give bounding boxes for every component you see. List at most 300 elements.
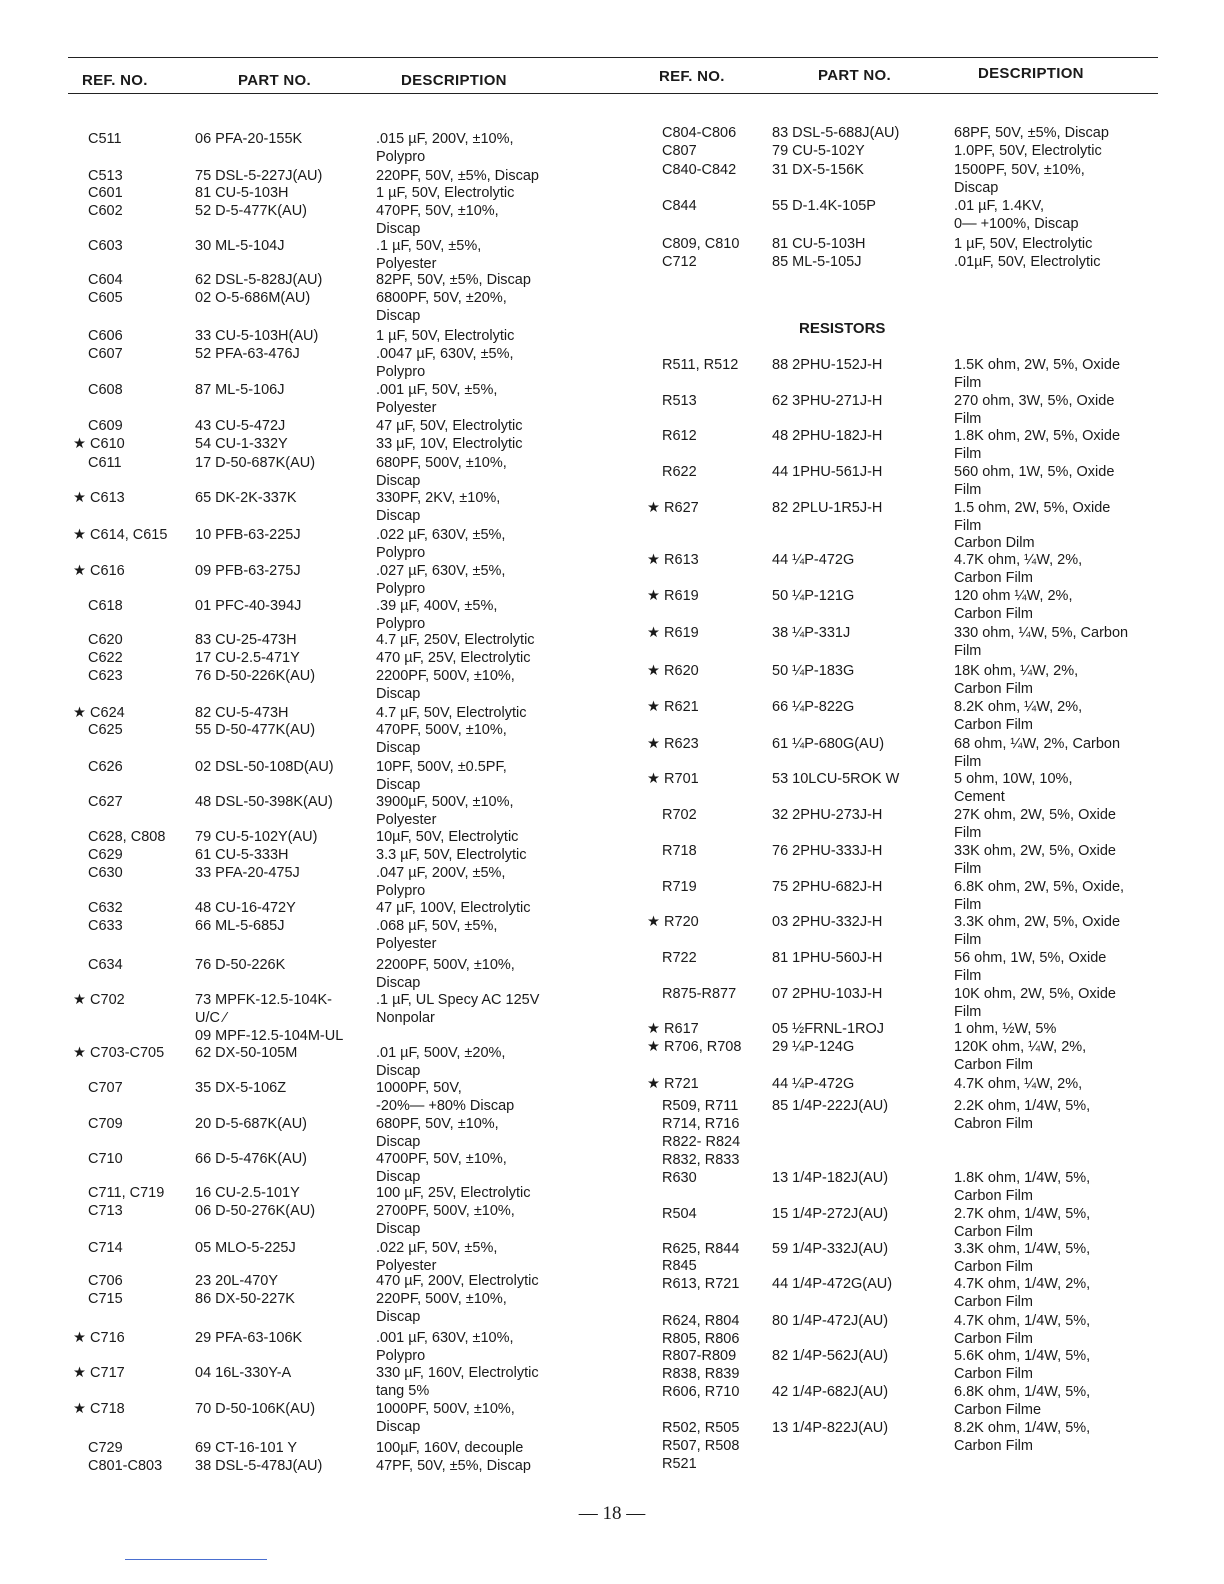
ref-no: R613, R721 [662, 1276, 740, 1292]
description-line: 56 ohm, 1W, 5%, Oxide [954, 950, 1107, 966]
part-no: 43 CU-5-472J [195, 418, 286, 434]
part-no: 87 ML-5-106J [195, 382, 285, 398]
description-line: Film [954, 410, 982, 427]
description-line: Film [954, 967, 982, 984]
part-no: 82 2PLU-1R5J-H [772, 500, 883, 516]
description-line: 10K ohm, 2W, 5%, Oxide [954, 986, 1116, 1002]
description-line: Film [954, 642, 982, 659]
ref-no: C609 [88, 418, 123, 434]
description-line: .068 µF, 50V, ±5%, [376, 918, 498, 934]
ref-no: R504 [662, 1206, 697, 1222]
part-no: 02 O-5-686M(AU) [195, 290, 311, 306]
ref-no: R807-R809 [662, 1348, 737, 1364]
ref-no: C715 [88, 1291, 123, 1307]
description-line: Carbon Film [954, 1187, 1033, 1204]
description-line: Discap [376, 974, 421, 991]
description-line: 2.2K ohm, 1/4W, 5%, [954, 1098, 1091, 1114]
description-line: 1000PF, 50V, [376, 1080, 462, 1096]
description-line: 0— +100%, Discap [954, 215, 1079, 232]
description-line: .01 µF, 500V, ±20%, [376, 1045, 506, 1061]
ref-no: C804-C806 [662, 125, 737, 141]
part-no: 62 DX-50-105M [195, 1045, 298, 1061]
description-line: 1500PF, 50V, ±10%, [954, 162, 1085, 178]
description-line: Carbon Filme [954, 1401, 1042, 1418]
ref-no: C513 [88, 168, 123, 184]
ref-no: C511 [88, 131, 122, 147]
ref-no: ★ C613 [73, 490, 125, 506]
description-line: 3.3K ohm, 1/4W, 5%, [954, 1241, 1091, 1257]
description-line: Discap [376, 1168, 421, 1185]
ref-no: C632 [88, 900, 123, 916]
ref-no: R509, R711 [662, 1098, 739, 1114]
ref-no: C620 [88, 632, 123, 648]
description-line: 330 µF, 160V, Electrolytic [376, 1365, 539, 1381]
header-ref-left: REF. NO. [82, 72, 148, 89]
part-no: 01 PFC-40-394J [195, 598, 302, 614]
part-no: 75 DSL-5-227J(AU) [195, 168, 323, 184]
ref-no: ★ R621 [647, 699, 699, 715]
ref-no: C630 [88, 865, 123, 881]
description-line: 6.8K ohm, 1/4W, 5%, [954, 1384, 1091, 1400]
ref-no: R722 [662, 950, 697, 966]
description-line: .0047 µF, 630V, ±5%, [376, 346, 514, 362]
description-line: Carbon Film [954, 1365, 1033, 1382]
part-no: 66 ¼P-822G [772, 699, 855, 715]
part-no: 76 D-50-226K(AU) [195, 668, 316, 684]
ref-no: C604 [88, 272, 123, 288]
part-no: 55 D-1.4K-105P [772, 198, 876, 214]
description-line: 560 ohm, 1W, 5%, Oxide [954, 464, 1115, 480]
description-line: Discap [376, 776, 421, 793]
ref-no: C844 [662, 198, 697, 214]
description-line: Polypro [376, 148, 426, 165]
header-desc-left: DESCRIPTION [401, 72, 507, 89]
ref-no: ★ C624 [73, 705, 125, 721]
description-line: 6800PF, 50V, ±20%, [376, 290, 507, 306]
description-line: Cement [954, 788, 1005, 805]
ref-no: ★ R721 [647, 1076, 699, 1092]
ref-no: C626 [88, 759, 123, 775]
part-no: 35 DX-5-106Z [195, 1080, 287, 1096]
part-no: 66 D-5-476K(AU) [195, 1151, 308, 1167]
description-line: .39 µF, 400V, ±5%, [376, 598, 498, 614]
description-line: 100 µF, 25V, Electrolytic [376, 1185, 531, 1201]
description-line: Discap [376, 739, 421, 756]
part-no: 61 CU-5-333H [195, 847, 289, 863]
description-line: 2700PF, 500V, ±10%, [376, 1203, 515, 1219]
ref-no: ★ C610 [73, 436, 125, 452]
description-line: Film [954, 860, 982, 877]
ref-no: ★ R617 [647, 1021, 699, 1037]
ref-no: R507, R508 [662, 1438, 740, 1454]
description-line: Polypro [376, 580, 426, 597]
ref-no: ★ R627 [647, 500, 699, 516]
part-no: 29 PFA-63-106K [195, 1330, 303, 1346]
part-no: 79 CU-5-102Y [772, 143, 865, 159]
ref-no: ★ R619 [647, 588, 699, 604]
part-no: 10 PFB-63-225J [195, 527, 301, 543]
part-no: 13 1/4P-822J(AU) [772, 1420, 889, 1436]
description-line: Discap [376, 1220, 421, 1237]
description-line: Discap [954, 179, 999, 196]
ref-no: R875-R877 [662, 986, 737, 1002]
description-line: 3.3K ohm, 2W, 5%, Oxide [954, 914, 1121, 930]
description-line: 4.7K ohm, ¼W, 2%, [954, 1076, 1083, 1092]
part-no: 81 CU-5-103H [195, 185, 289, 201]
ref-no: C809, C810 [662, 236, 740, 252]
description-line: Polyester [376, 811, 437, 828]
description-line: 68PF, 50V, ±5%, Discap [954, 125, 1109, 141]
description-line: 1 µF, 50V, Electrolytic [376, 328, 515, 344]
description-line: 47 µF, 50V, Electrolytic [376, 418, 523, 434]
part-no: 23 20L-470Y [195, 1273, 279, 1289]
part-no: 53 10LCU-5ROK W [772, 771, 900, 787]
ref-no: C605 [88, 290, 123, 306]
part-no: 82 CU-5-473H [195, 705, 289, 721]
part-no: 38 DSL-5-478J(AU) [195, 1458, 323, 1474]
ref-no: ★ R701 [647, 771, 699, 787]
part-no: 32 2PHU-273J-H [772, 807, 883, 823]
part-no: 83 DSL-5-688J(AU) [772, 125, 900, 141]
description-line: Polyester [376, 1257, 437, 1274]
part-no: 29 ¼P-124G [772, 1039, 855, 1055]
description-line: Polyester [376, 255, 437, 272]
description-line: 470 µF, 200V, Electrolytic [376, 1273, 539, 1289]
part-no: 38 ¼P-331J [772, 625, 851, 641]
description-line: Nonpolar [376, 1010, 435, 1026]
part-no: 48 CU-16-472Y [195, 900, 296, 916]
part-no: 06 D-50-276K(AU) [195, 1203, 316, 1219]
description-line: Film [954, 517, 982, 534]
description-line: Polypro [376, 544, 426, 561]
description-line: 120K ohm, ¼W, 2%, [954, 1039, 1087, 1055]
ref-no: ★ C616 [73, 563, 125, 579]
description-line: 270 ohm, 3W, 5%, Oxide [954, 393, 1115, 409]
ref-no: R511, R512 [662, 357, 739, 373]
ref-no: R714, R716 [662, 1116, 740, 1132]
part-no: 44 1/4P-472G(AU) [772, 1276, 893, 1292]
description-line: 6.8K ohm, 2W, 5%, Oxide, [954, 879, 1125, 895]
description-line: 1 µF, 50V, Electrolytic [376, 185, 515, 201]
description-line: Discap [376, 307, 421, 324]
description-line: 4.7 µF, 50V, Electrolytic [376, 705, 527, 721]
description-line: Carbon Film [954, 1056, 1033, 1073]
part-no: 04 16L-330Y-A [195, 1365, 292, 1381]
ref-no: R521 [662, 1456, 697, 1472]
part-no: 76 D-50-226K [195, 957, 286, 973]
ref-no: C707 [88, 1080, 123, 1096]
description-line: Polypro [376, 882, 426, 899]
ref-no: C606 [88, 328, 123, 344]
description-line: Discap [376, 1418, 421, 1435]
ref-no: C627 [88, 794, 123, 810]
part-no: 62 3PHU-271J-H [772, 393, 883, 409]
part-no: 81 1PHU-560J-H [772, 950, 883, 966]
part-no: 33 CU-5-103H(AU) [195, 328, 319, 344]
description-line: 10PF, 500V, ±0.5PF, [376, 759, 507, 775]
description-line: .001 µF, 50V, ±5%, [376, 382, 498, 398]
part-no: 48 2PHU-182J-H [772, 428, 883, 444]
ref-no: ★ R613 [647, 552, 699, 568]
description-line: 68 ohm, ¼W, 2%, Carbon [954, 736, 1121, 752]
part-no: 85 1/4P-222J(AU) [772, 1098, 889, 1114]
description-line: Discap [376, 1062, 421, 1079]
part-no: 65 DK-2K-337K [195, 490, 297, 506]
ref-no: C622 [88, 650, 123, 666]
ref-no: ★ R620 [647, 663, 699, 679]
ref-no: ★ C614, C615 [73, 527, 168, 543]
part-no: 02 DSL-50-108D(AU) [195, 759, 334, 775]
ref-no: C710 [88, 1151, 123, 1167]
ref-no: C618 [88, 598, 123, 614]
ref-no: ★ R720 [647, 914, 699, 930]
description-line: 470 µF, 25V, Electrolytic [376, 650, 531, 666]
footer-link-line [125, 1559, 267, 1560]
ref-no: C711, C719 [88, 1185, 165, 1201]
resistors-section-title: RESISTORS [799, 320, 886, 337]
description-line: Discap [376, 1308, 421, 1325]
description-line: 5 ohm, 10W, 10%, [954, 771, 1073, 787]
description-line: Polyester [376, 399, 437, 416]
part-no: 80 1/4P-472J(AU) [772, 1313, 889, 1329]
description-line: Polypro [376, 363, 426, 380]
description-line: 27K ohm, 2W, 5%, Oxide [954, 807, 1116, 823]
ref-no: C706 [88, 1273, 123, 1289]
ref-no: C709 [88, 1116, 123, 1132]
description-line: .01µF, 50V, Electrolytic [954, 254, 1101, 270]
ref-no: ★ R623 [647, 736, 699, 752]
part-no: 17 D-50-687K(AU) [195, 455, 316, 471]
description-line: Polyester [376, 935, 437, 952]
part-no: 79 CU-5-102Y(AU) [195, 829, 318, 845]
description-line: 8.2K ohm, 1/4W, 5%, [954, 1420, 1091, 1436]
description-line: .022 µF, 50V, ±5%, [376, 1240, 498, 1256]
description-line: Polypro [376, 615, 426, 632]
description-line: 4700PF, 50V, ±10%, [376, 1151, 507, 1167]
description-line: 4.7 µF, 250V, Electrolytic [376, 632, 535, 648]
ref-no: ★ C702 [73, 992, 125, 1008]
description-line: 18K ohm, ¼W, 2%, [954, 663, 1079, 679]
part-no: 70 D-50-106K(AU) [195, 1401, 316, 1417]
ref-no: R513 [662, 393, 697, 409]
ref-no: R719 [662, 879, 697, 895]
description-line: .1 µF, 50V, ±5%, [376, 238, 482, 254]
ref-no: C629 [88, 847, 123, 863]
description-line: Discap [376, 1133, 421, 1150]
description-line: 1.5 ohm, 2W, 5%, Oxide [954, 500, 1111, 516]
part-no: 09 PFB-63-275J [195, 563, 301, 579]
part-no: 81 CU-5-103H [772, 236, 866, 252]
part-no: 05 MLO-5-225J [195, 1240, 296, 1256]
description-line: .001 µF, 630V, ±10%, [376, 1330, 514, 1346]
description-line: Discap [376, 685, 421, 702]
ref-no: R606, R710 [662, 1384, 740, 1400]
description-line: 220PF, 50V, ±5%, Discap [376, 168, 539, 184]
part-no: U/C ⁄ [195, 1010, 227, 1026]
ref-no: C601 [88, 185, 123, 201]
description-line: 1000PF, 500V, ±10%, [376, 1401, 515, 1417]
part-no: 33 PFA-20-475J [195, 865, 300, 881]
part-no: 62 DSL-5-828J(AU) [195, 272, 323, 288]
part-no: 20 D-5-687K(AU) [195, 1116, 308, 1132]
top-rule [68, 57, 1158, 58]
ref-no: R718 [662, 843, 697, 859]
part-no: 52 D-5-477K(AU) [195, 203, 308, 219]
part-no: 03 2PHU-332J-H [772, 914, 883, 930]
ref-no: ★ C716 [73, 1330, 125, 1346]
header-part-left: PART NO. [238, 72, 311, 89]
description-line: 4.7K ohm, ¼W, 2%, [954, 552, 1083, 568]
description-line: .015 µF, 200V, ±10%, [376, 131, 514, 147]
part-no: 30 ML-5-104J [195, 238, 285, 254]
description-line: 2200PF, 500V, ±10%, [376, 668, 515, 684]
description-line: tang 5% [376, 1382, 430, 1399]
description-line: 1 ohm, ½W, 5% [954, 1021, 1057, 1037]
description-line: 47PF, 50V, ±5%, Discap [376, 1458, 531, 1474]
description-line: Discap [376, 507, 421, 524]
ref-no: R822- R824 [662, 1134, 741, 1150]
description-line: .022 µF, 630V, ±5%, [376, 527, 506, 543]
ref-no: C611 [88, 455, 122, 471]
description-line: 1.0PF, 50V, Electrolytic [954, 143, 1102, 159]
part-no: 69 CT-16-101 Y [195, 1440, 298, 1456]
ref-no: C608 [88, 382, 123, 398]
description-line: Carbon Film [954, 1258, 1033, 1275]
ref-no: C712 [662, 254, 697, 270]
part-no: 09 MPF-12.5-104M-UL [195, 1028, 344, 1044]
ref-no: C602 [88, 203, 123, 219]
description-line: 330 ohm, ¼W, 5%, Carbon [954, 625, 1129, 641]
part-no: 48 DSL-50-398K(AU) [195, 794, 333, 810]
part-no: 42 1/4P-682J(AU) [772, 1384, 889, 1400]
part-no: 54 CU-1-332Y [195, 436, 288, 452]
part-no: 06 PFA-20-155K [195, 131, 303, 147]
ref-no: R630 [662, 1170, 697, 1186]
description-line: Carbon Film [954, 1293, 1033, 1310]
description-line: 1.5K ohm, 2W, 5%, Oxide [954, 357, 1121, 373]
ref-no: ★ C717 [73, 1365, 125, 1381]
ref-no: C634 [88, 957, 123, 973]
part-no: 44 1PHU-561J-H [772, 464, 883, 480]
description-line: Carbon Film [954, 1437, 1033, 1454]
ref-no: R612 [662, 428, 697, 444]
description-line: 5.6K ohm, 1/4W, 5%, [954, 1348, 1091, 1364]
description-line: Film [954, 824, 982, 841]
description-line: 2200PF, 500V, ±10%, [376, 957, 515, 973]
header-rule [68, 93, 1158, 94]
part-no: 44 ¼P-472G [772, 1076, 855, 1092]
part-no: 88 2PHU-152J-H [772, 357, 883, 373]
ref-no: R624, R804 [662, 1313, 740, 1329]
part-no: 52 PFA-63-476J [195, 346, 300, 362]
description-line: Discap [376, 472, 421, 489]
ref-no: ★ C718 [73, 1401, 125, 1417]
part-no: 82 1/4P-562J(AU) [772, 1348, 889, 1364]
description-line: 82PF, 50V, ±5%, Discap [376, 272, 531, 288]
description-line: 10µF, 50V, Electrolytic [376, 829, 519, 845]
description-line: 680PF, 50V, ±10%, [376, 1116, 499, 1132]
description-line: Film [954, 1003, 982, 1020]
header-ref-right: REF. NO. [659, 68, 725, 85]
ref-no: C801-C803 [88, 1458, 163, 1474]
part-no: 05 ½FRNL-1ROJ [772, 1021, 885, 1037]
description-line: 680PF, 500V, ±10%, [376, 455, 507, 471]
ref-no: ★ C703-C705 [73, 1045, 165, 1061]
description-line: 470PF, 500V, ±10%, [376, 722, 507, 738]
description-line: .01 µF, 1.4KV, [954, 198, 1045, 214]
description-line: 100µF, 160V, decouple [376, 1440, 524, 1456]
part-no: 83 CU-25-473H [195, 632, 297, 648]
part-no: 61 ¼P-680G(AU) [772, 736, 885, 752]
description-line: Carbon Dilm [954, 535, 1035, 551]
part-no: 59 1/4P-332J(AU) [772, 1241, 889, 1257]
description-line: Film [954, 481, 982, 498]
ref-no: C713 [88, 1203, 123, 1219]
description-line: Film [954, 445, 982, 462]
ref-no: C714 [88, 1240, 123, 1256]
ref-no: C623 [88, 668, 123, 684]
description-line: Polypro [376, 1347, 426, 1364]
description-line: 47 µF, 100V, Electrolytic [376, 900, 531, 916]
ref-no: C628, C808 [88, 829, 166, 845]
part-no: 50 ¼P-121G [772, 588, 855, 604]
part-no: 55 D-50-477K(AU) [195, 722, 316, 738]
part-no: 75 2PHU-682J-H [772, 879, 883, 895]
ref-no: R625, R844 [662, 1241, 740, 1257]
header-part-right: PART NO. [818, 67, 891, 84]
description-line: 1 µF, 50V, Electrolytic [954, 236, 1093, 252]
description-line: 120 ohm ¼W, 2%, [954, 588, 1073, 604]
description-line: Discap [376, 220, 421, 237]
ref-no: C807 [662, 143, 697, 159]
ref-no: R702 [662, 807, 697, 823]
description-line: Carbon Film [954, 1223, 1033, 1240]
part-no: 31 DX-5-156K [772, 162, 864, 178]
ref-no: R845 [662, 1258, 697, 1274]
description-line: 1.8K ohm, 2W, 5%, Oxide [954, 428, 1121, 444]
description-line: 470PF, 50V, ±10%, [376, 203, 499, 219]
description-line: 330PF, 2KV, ±10%, [376, 490, 501, 506]
ref-no: ★ R706, R708 [647, 1039, 742, 1055]
ref-no: ★ R619 [647, 625, 699, 641]
page-number: — 18 — [578, 1503, 646, 1524]
description-line: 3900µF, 500V, ±10%, [376, 794, 514, 810]
ref-no: C625 [88, 722, 123, 738]
part-no: 86 DX-50-227K [195, 1291, 295, 1307]
part-no: 16 CU-2.5-101Y [195, 1185, 300, 1201]
description-line: Film [954, 753, 982, 770]
part-no: 13 1/4P-182J(AU) [772, 1170, 889, 1186]
ref-no: R622 [662, 464, 697, 480]
description-line: Carbon Film [954, 1330, 1033, 1347]
description-line: 3.3 µF, 50V, Electrolytic [376, 847, 527, 863]
ref-no: R805, R806 [662, 1331, 740, 1347]
description-line: Cabron Film [954, 1115, 1033, 1132]
description-line: 220PF, 500V, ±10%, [376, 1291, 507, 1307]
description-line: 4.7K ohm, 1/4W, 2%, [954, 1276, 1091, 1292]
description-line: Carbon Film [954, 716, 1033, 733]
ref-no: C729 [88, 1440, 123, 1456]
description-line: .1 µF, UL Specy AC 125V [376, 992, 540, 1008]
header-desc-right: DESCRIPTION [978, 65, 1084, 82]
description-line: 4.7K ohm, 1/4W, 5%, [954, 1313, 1091, 1329]
part-no: 07 2PHU-103J-H [772, 986, 883, 1002]
part-no: 15 1/4P-272J(AU) [772, 1206, 889, 1222]
part-no: 76 2PHU-333J-H [772, 843, 883, 859]
description-line: Film [954, 931, 982, 948]
description-line: Film [954, 896, 982, 913]
description-line: 33K ohm, 2W, 5%, Oxide [954, 843, 1116, 859]
